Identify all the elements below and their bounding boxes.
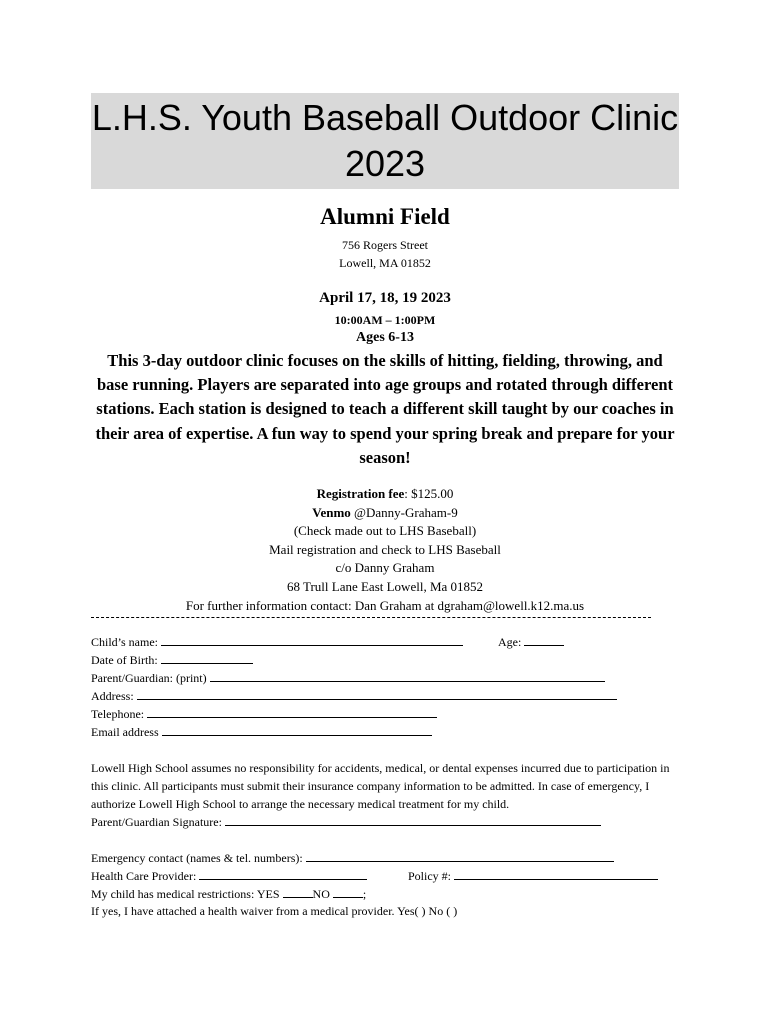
policy-label: Policy #:	[408, 869, 452, 883]
fee-value: : $125.00	[404, 486, 454, 501]
venue-street: 756 Rogers Street	[342, 238, 428, 252]
fee-label: Registration fee	[316, 486, 405, 501]
age-field[interactable]	[498, 634, 564, 649]
parent-label: Parent/Guardian: (print)	[91, 671, 207, 685]
mail-address: 68 Trull Lane East Lowell, Ma 01852	[286, 579, 484, 594]
clinic-ages: Ages 6-13	[356, 330, 414, 345]
emergency-contact-blank[interactable]	[306, 850, 614, 862]
emergency-contact-field[interactable]	[91, 850, 614, 865]
policy-field[interactable]	[408, 868, 658, 883]
restrictions-no-blank[interactable]	[333, 886, 363, 898]
venmo-label: Venmo	[312, 504, 351, 520]
signature-blank[interactable]	[225, 814, 601, 826]
child-name-label: Child’s name:	[91, 635, 158, 649]
address-label: Address:	[91, 689, 134, 703]
dob-blank[interactable]	[161, 652, 253, 664]
child-name-field[interactable]	[91, 634, 463, 649]
age-blank[interactable]	[524, 634, 564, 646]
clinic-times: 10:00AM – 1:00PM	[334, 313, 436, 327]
check-note: (Check made out to LHS Baseball)	[293, 523, 477, 539]
provider-label: Health Care Provider:	[91, 869, 197, 883]
telephone-field[interactable]	[91, 706, 437, 721]
address-field[interactable]	[91, 688, 617, 703]
restrictions-label: My child has medical restrictions: YES	[91, 887, 280, 901]
contact-info: For further information contact: Dan Graham at dgraham@lowell.k12.ma.us	[185, 597, 585, 613]
parent-blank[interactable]	[210, 670, 605, 682]
age-label: Age:	[498, 635, 522, 649]
cut-line	[91, 617, 651, 618]
venue-name: Alumni Field	[320, 204, 450, 229]
provider-blank[interactable]	[199, 868, 367, 880]
email-field[interactable]	[91, 724, 432, 739]
child-name-blank[interactable]	[161, 634, 463, 646]
title-line-1: L.H.S. Youth Baseball Outdoor Clinic	[91, 97, 679, 138]
venmo-info	[0, 504, 770, 523]
clinic-description: This 3-day outdoor clinic focuses on the skills of hitting, fielding, throwing, and base running. Players are separated into age groups and rotated through different stations. Each station is designed to teach a different skill taught by our coaches in their area of expertise. A fun way to spend your spring break and prepare for your season!	[95, 351, 675, 467]
policy-blank[interactable]	[454, 868, 658, 880]
emergency-contact-label: Emergency contact (names & tel. numbers):	[91, 851, 303, 865]
restrictions-end: ;	[362, 887, 367, 901]
restrictions-field	[91, 886, 366, 901]
parent-field[interactable]	[91, 670, 605, 685]
health-waiver-line: If yes, I have attached a health waiver from a medical provider. Yes( ) No ( )	[91, 904, 458, 918]
email-blank[interactable]	[162, 724, 432, 736]
signature-label: Parent/Guardian Signature:	[91, 815, 222, 829]
restrictions-yes-blank[interactable]	[283, 886, 313, 898]
dob-field[interactable]	[91, 652, 253, 667]
venue-city: Lowell, MA 01852	[339, 256, 431, 270]
address-blank[interactable]	[137, 688, 617, 700]
flyer-title	[91, 93, 679, 189]
registration-fee	[0, 485, 770, 504]
mail-line: Mail registration and check to LHS Baseball	[269, 541, 501, 557]
venmo-value: @Danny-Graham-9	[350, 504, 458, 520]
dob-label: Date of Birth:	[91, 653, 158, 667]
title-line-2: 2023	[344, 143, 426, 184]
provider-field[interactable]	[91, 868, 367, 883]
email-label: Email address	[91, 725, 159, 739]
telephone-label: Telephone:	[91, 707, 145, 721]
telephone-blank[interactable]	[147, 706, 437, 718]
restrictions-no-label: NO	[312, 887, 330, 901]
liability-waiver	[91, 759, 681, 831]
clinic-dates: April 17, 18, 19 2023	[319, 290, 451, 306]
care-of-line: c/o Danny Graham	[335, 560, 435, 576]
waiver-text: Lowell High School assumes no responsibility for accidents, medical, or dental expenses incurred due to participation in this clinic. All participants must submit their insurance company information to be admitted. In case of emergency, I authorize Lowell High School to arrange the necessary medical treatment for my child.	[91, 761, 670, 811]
